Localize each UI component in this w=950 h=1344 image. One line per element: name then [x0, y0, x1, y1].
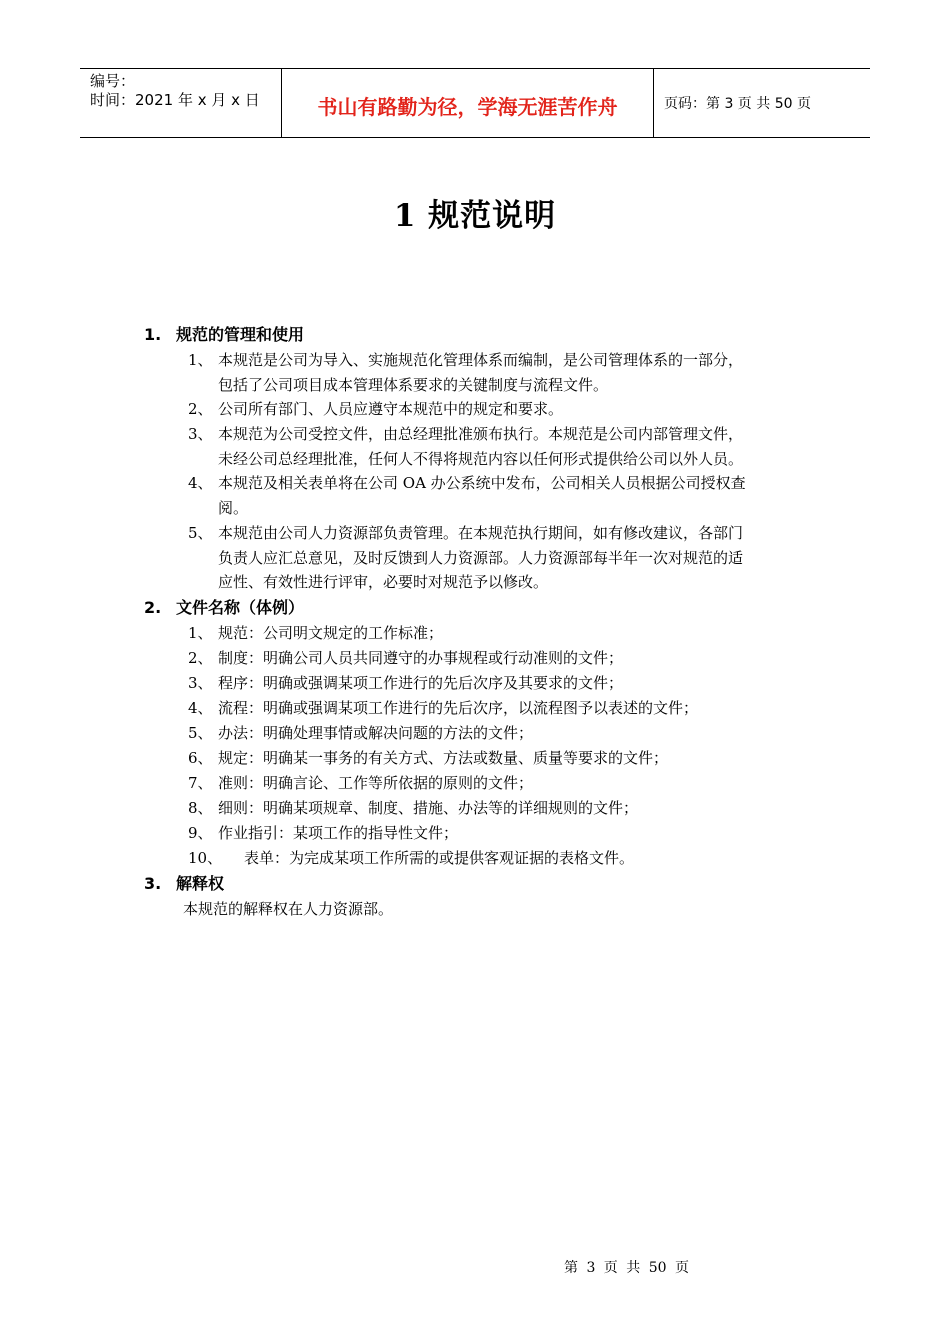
list-item: 1、 本规范是公司为导入、实施规范化管理体系而编制，是公司管理体系的一部分， 包括了公司项目成本管理体系要求的关键制度与流程文件。 — [188, 351, 744, 394]
list-item: 7、 准则：明确言论、工作等所依据的原则的文件； — [188, 774, 534, 792]
list-item: 10、 表单：为完成某项工作所需的或提供客观证据的表格文件。 — [188, 849, 635, 867]
page-footer: 第 3 页 共 50 页 — [564, 1260, 689, 1276]
header-page-info: 页码：第 3 页 共 50 页 — [664, 96, 811, 112]
header-left-cell — [80, 69, 282, 137]
list-item: 5、 办法：明确处理事情或解决问题的方法的文件； — [188, 724, 534, 742]
page-header — [80, 68, 870, 138]
list-item: 2、 制度：明确公司人员共同遵守的办事规程或行动准则的文件； — [188, 649, 624, 667]
list-item: 4、 本规范及相关表单将在公司 OA 办公系统中发布，公司相关人员根据公司授权查 阅。 — [188, 474, 746, 517]
section-title: 文件名称（体例） — [176, 598, 305, 617]
section-number: 2. — [144, 598, 162, 617]
list-item: 5、 本规范由公司人力资源部负责管理。在本规范执行期间，如有修改建议，各部门 负责人应汇总意见，及时反馈到人力资源部。人力资源部每半年一次对规范的适 应性、有效性进行评审，必要时对规范予以修改。 — [188, 524, 744, 591]
section-title: 规范的管理和使用 — [176, 325, 305, 344]
list-item: 2、 公司所有部门、人员应遵守本规范中的规定和要求。 — [188, 400, 564, 418]
date-line: 时间：2021 年 x 月 x 日 — [90, 91, 260, 109]
section-text: 本规范的解释权在人力资源部。 — [183, 900, 394, 918]
list-item: 1、 规范：公司明文规定的工作标准； — [188, 624, 444, 642]
section-heading-2 — [144, 596, 304, 620]
list-item: 3、 本规范为公司受控文件，由总经理批准颁布执行。本规范是公司内部管理文件， 未经公司总经理批准，任何人不得将规范内容以任何形式提供给公司以外人员。 — [188, 425, 744, 468]
list-item: 6、 规定：明确某一事务的有关方式、方法或数量、质量等要求的文件； — [188, 749, 669, 767]
section-title: 解释权 — [176, 874, 225, 893]
list-item: 4、 流程：明确或强调某项工作进行的先后次序，以流程图予以表述的文件； — [188, 699, 699, 717]
doc-number-label: 编号： — [90, 72, 136, 90]
header-motto: 书山有路勤为径，学海无涯苦作舟 — [282, 69, 654, 137]
list-item: 8、 细则：明确某项规章、制度、措施、办法等的详细规则的文件； — [188, 799, 639, 817]
list-item: 9、 作业指引：某项工作的指导性文件； — [188, 824, 459, 842]
section-heading-1 — [144, 323, 304, 347]
section-number: 3. — [144, 874, 162, 893]
section-number: 1. — [144, 325, 162, 344]
list-item: 3、 程序：明确或强调某项工作进行的先后次序及其要求的文件； — [188, 674, 624, 692]
page-title: 1 规范说明 — [393, 198, 557, 234]
section-heading-3 — [144, 872, 224, 896]
